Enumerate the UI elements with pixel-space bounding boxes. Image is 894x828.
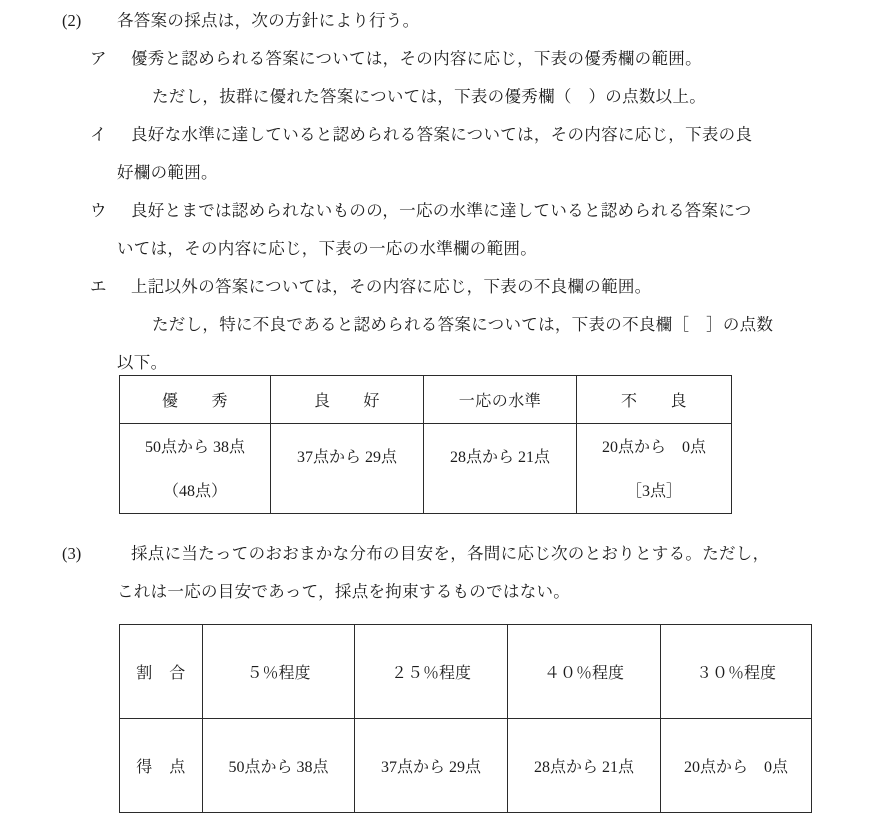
item-marker-i: イ [90,125,107,144]
item-u-line-2: いては，その内容に応じ，下表の一応の水準欄の範囲。 [117,239,537,258]
header-cell-poor: 不 良 [577,376,732,424]
item-u-line-1: 良好とまでは認められないものの，一応の水準に達していると認められる答案につ [131,201,752,220]
section-3-line-1: 採点に当たってのおおまかな分布の目安を，各問に応じ次のとおりとする。ただし， [131,544,770,563]
item-e-line-1: 上記以外の答案については，その内容に応じ，下表の不良欄の範囲。 [131,277,652,296]
ratio-cell-4: ３０％程度 [661,625,812,719]
item-e-line-3: 以下。 [117,353,168,372]
item-i-line-2: 好欄の範囲。 [117,163,218,182]
table-row-ranges [120,424,732,514]
section-2-heading: 各答案の採点は，次の方針により行う。 [117,11,420,30]
ratio-cell-3: ４０％程度 [508,625,661,719]
row-label-ratio: 割 合 [120,625,203,719]
range-cell-excellent [120,424,271,514]
range-note-poor: ［3点］ [625,482,682,500]
score-cell-4: 20点から 0点 [661,719,812,813]
score-cell-1: 50点から 38点 [203,719,355,813]
item-marker-u: ウ [90,201,107,220]
section-3-line-2: これは一応の目安であって，採点を拘束するものではない。 [117,582,571,601]
range-value-poor: 20点から 0点 [601,438,706,456]
range-cell-good [271,424,424,514]
range-value-excellent: 50点から 38点 [144,438,245,456]
item-a-line-2: ただし，抜群に優れた答案については，下表の優秀欄（ ）の点数以上。 [152,87,707,106]
header-cell-excellent: 優 秀 [120,376,271,424]
table-row-header [120,376,732,424]
item-i-line-1: 良好な水準に達していると認められる答案については，その内容に応じ，下表の良 [131,125,753,144]
score-cell-3: 28点から 21点 [508,719,661,813]
table-row-score [120,719,812,813]
ratio-cell-2: ２５％程度 [355,625,508,719]
score-band-table [119,375,732,514]
section-2-number: (2) [62,11,82,30]
range-value-standard: 28点から 21点 [449,448,550,466]
range-value-good: 37点から 29点 [296,448,397,466]
table-row-ratio [120,625,812,719]
header-cell-good: 良 好 [271,376,424,424]
range-note-excellent: （48点） [162,482,227,500]
header-cell-standard: 一応の水準 [424,376,577,424]
section-3-number: (3) [62,544,82,563]
score-cell-2: 37点から 29点 [355,719,508,813]
range-cell-standard [424,424,577,514]
row-label-score: 得 点 [120,719,203,813]
ratio-cell-1: ５％程度 [203,625,355,719]
item-marker-e: エ [90,277,107,296]
range-cell-poor [577,424,732,514]
item-a-line-1: 優秀と認められる答案については，その内容に応じ，下表の優秀欄の範囲。 [131,49,702,68]
item-marker-a: ア [90,49,107,68]
distribution-table [119,624,812,813]
item-e-line-2: ただし，特に不良であると認められる答案については，下表の不良欄［ ］の点数 [152,315,774,334]
